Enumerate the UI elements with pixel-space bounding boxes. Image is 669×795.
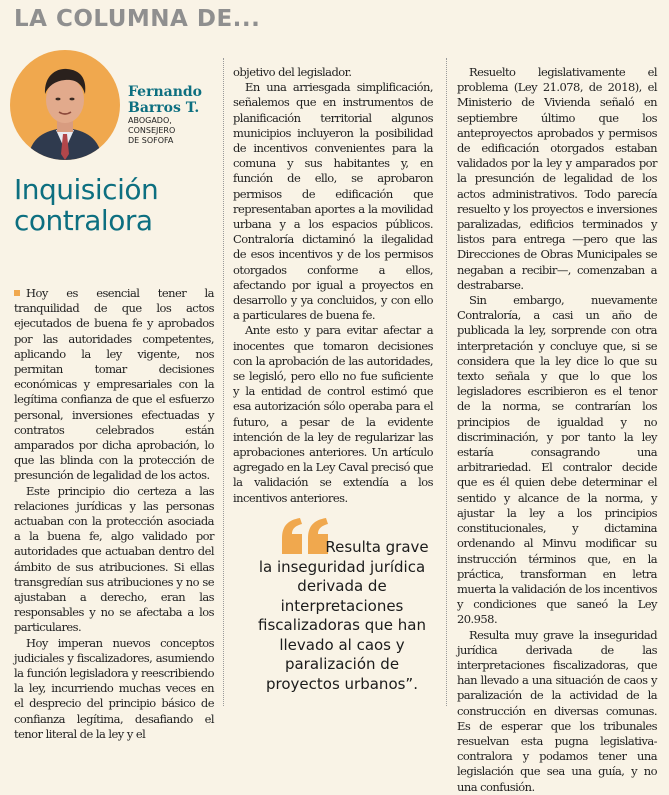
paragraph: Hoy imperan nuevos conceptos judiciales y fiscalizadores, asumiendo la función legisladora y reescribiendo la ley, incurriendo muchas veces en el desprecio del principio básico de confianza legítima, desafiando el tenor literal de la ley y el (14, 635, 214, 741)
pull-quote-text: Resulta grave la inseguridad jurídica derivada de interpretaciones fiscalizadoras que han llevado al caos y paralización de proyectos urbanos”. (258, 538, 429, 693)
article-column-3 (457, 65, 657, 795)
section-header: LA COLUMNA DE... (14, 6, 261, 32)
paragraph: Resuelto legislativamente el problema (Ley 21.078, de 2018), el Ministerio de Vivienda señaló en septiembre último que los anteproyectos aprobados y permisos de edificación otorgados estaban validados por la ley y amparados por la presunción de legalidad de los actos administrativos. Todo parecía resuelto y los proyectos e inversiones paralizadas, edificios terminados y listos para entrega —pero que las Direcciones de Obras Municipales se negaban a recibir—, comenzaban a destrabarse. (457, 65, 657, 292)
column-divider (223, 58, 224, 706)
paragraph: Hoy es esencial tener la tranquilidad de que los actos ejecutados de buena fe y aprobados por las autoridades competentes, aplicando la ley vigente, nos permitan tomar decisiones económicas y empresariales con la legítima confianza de que el esfuerzo personal, inversiones efectuadas y contratos celebrados están amparados por dicha aprobación, lo que las blinda con la protección de presunción de legalidad de los actos. (14, 286, 214, 483)
author-portrait (10, 50, 120, 160)
paragraph: Ante esto y para evitar afectar a inocentes que tomaron decisiones con la aprobación de las autoridades, se legisló, pero ello no fue suficiente y la entidad de control estimó que esa autorización sólo operaba para el futuro, a pesar de la evidente intención de la ley de regularizar las aprobaciones anteriores. Un artículo agregado en la Ley Caval precisó que la validación se extendía a los incentivos anteriores. (233, 323, 433, 505)
author-role-line: CONSEJERO (128, 126, 176, 135)
paragraph: objetivo del legislador. (233, 65, 352, 79)
author-role-line: DE SOFOFA (128, 136, 174, 145)
paragraph: Resulta muy grave la inseguridad jurídica derivada de las interpretaciones fiscalizadoras, que han llevado a una situación de caos y paralización de la actividad de la construcción en diversas comunas. Es de esperar que los tribunales resuelvan esta pugna legislativa-contralora y podamos tener una legislación que sea una guía, y no una confusión. (457, 627, 657, 794)
paragraph: En una arriesgada simplificación, señalemos que en instrumentos de planificación territorial algunos municipios incluyeron la posibilidad de incentivos convenientes para la comuna y sus habitantes y, en función de ello, se aprobaron permisos de edificación que representaban aportes a la movilidad urbana y a los espacios públicos. Contraloría dictaminó la ilegalidad de esos incentivos y de los permisos otorgados conforme a ellos, afectando por igual a proyectos en desarrollo y ya concluidos, y con ello a particulares de buena fe. (233, 80, 433, 323)
bullet-square-icon (14, 290, 20, 296)
article-column-1 (14, 286, 214, 742)
paragraph: Este principio dio certeza a las relaciones jurídicas y las personas actuaban con la protección asociada a la buena fe, algo validado por autoridades que actuaban dentro del ámbito de sus atribuciones. Si ellas transgredían sus atribuciones y no se ajustaban a derecho, eran las responsables y no se afectaba a los particulares. (14, 483, 214, 635)
author-role-line: ABOGADO, (128, 116, 172, 125)
column-divider (446, 58, 447, 706)
author-photo (10, 50, 120, 160)
paragraph: Sin embargo, nuevamente Contraloría, a casi un año de publicada la ley, sorprende con otra interpretación y concluye que, si se considera que la ley dice lo que su texto señala y que lo que los legisladores escribieron es el tenor de la norma, se contrarían los principios de igualdad y no discriminación, y por tanto la ley estaría consagrando una arbitrariedad. El contralor decide que es él quien debe determinar el sentido y alcance de la norma, y ajustar la ley a los principios constitucionales, y dictamina ordenando al Minvu modificar su instrucción términos que, en la práctica, transforman en letra muerta la validación de los incentivos y condiciones que saneó la Ley 20.958. (457, 293, 657, 627)
author-name: Fernando Barros T. (128, 84, 203, 116)
article-column-2 (233, 65, 433, 506)
article-headline: Inquisición contralora (14, 173, 159, 237)
author-role (128, 116, 218, 146)
